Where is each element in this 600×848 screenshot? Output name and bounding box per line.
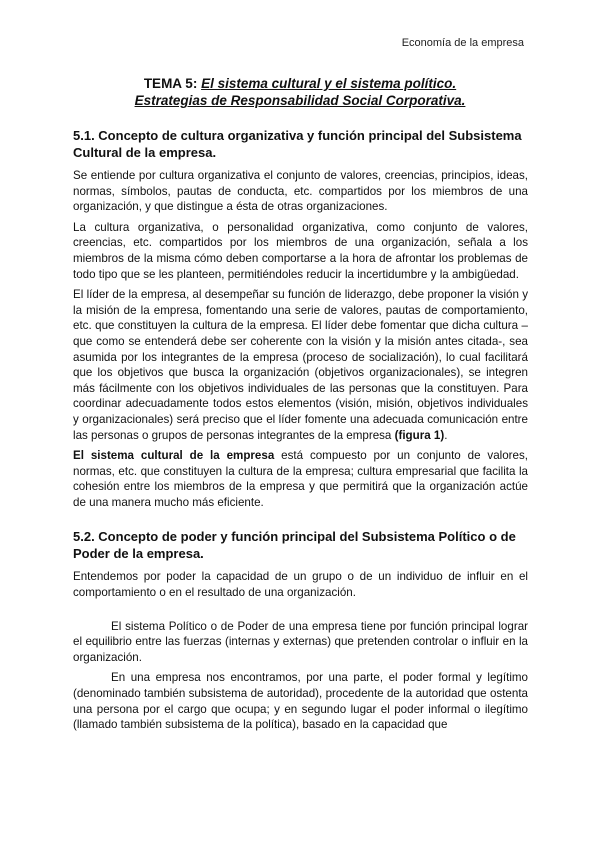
paragraph-4-text: está compuesto por un conjunto de valores, normas, etc. que constituyen la cultura de la empresa; cultura empresarial que facilita la cohesión entre los miembros de la empresa y que permitirá que la organización actúe de una manera mucho más eficiente. [73, 449, 528, 509]
paragraph-3-text: El líder de la empresa, al desempeñar su función de liderazgo, debe proponer la visión y la misión de la empresa, fomentando una serie de valores, pautas de comportamiento, etc. que constituyen la cultura de la empresa. El líder debe fomentar que dicha cultura – que como se entenderá debe ser coherente con la visión y la misión antes citada-, sea asumida por los integrantes de la empresa (proceso de socialización), lo cual facilitará que los objetivos que busca la organización (objetivos organizacionales), se integren más fácilmente con los objetivos individuales de las personas que la constituyen. Para coordinar adecuadamente todos estos elementos (visión, misión, objetivos individuales y organizacionales) será preciso que el líder fomente una adecuada comunicación entre las personas o grupos de personas integrantes de la empresa [73, 288, 528, 442]
section-1-paragraph-3 [73, 287, 528, 443]
figure-reference: (figura 1) [394, 428, 445, 442]
page-header: Economía de la empresa [401, 37, 524, 49]
title-line-2 [0, 92, 600, 109]
section-1-paragraph-4 [73, 448, 528, 510]
section-1-heading: 5.1. Concepto de cultura organizativa y función principal del Subsistema Cultural de la empresa. [73, 128, 522, 160]
section-2-paragraph-3: En una empresa nos encontramos, por una parte, el poder formal y legítimo (denominado también subsistema de autoridad), procedente de la autoridad que ostenta una persona por el cargo que ocupa; y en segundo lugar el poder informal o ilegítimo (llamado también subsistema de la política), basado en la capacidad que [73, 671, 528, 732]
section-1-paragraph-1: Se entiende por cultura organizativa el conjunto de valores, creencias, principios, ideas, normas, símbolos, pautas de conducta, etc. compartidos por los miembros de una organización, y que distingue a ésta de otras organizaciones. [73, 169, 528, 214]
title-subtitle: Estrategias de Responsabilidad Social Corporativa. [134, 93, 466, 108]
title-subject: El sistema cultural y el sistema político. [201, 76, 457, 91]
paragraph-3-end: . [444, 428, 448, 442]
page-title [0, 75, 600, 109]
document-body [73, 127, 528, 738]
section-1-paragraph-2: La cultura organizativa, o personalidad organizativa, como conjunto de valores, creencias, etc. compartidos por los miembros de una organización, señala a los miembros de la misma cómo deben comportarse a la hora de afrontar los problemas de todo tipo que se les planteen, permitiéndoles reducir la incertidumbre y la ambigüedad. [73, 220, 528, 281]
section-2-paragraph-2: El sistema Político o de Poder de una empresa tiene por función principal lograr el equilibrio entre las fuerzas (internas y externas) que pretenden controlar o influir en la organización. [73, 619, 528, 664]
title-line-1 [0, 75, 600, 92]
title-prefix: TEMA 5: [143, 76, 202, 91]
section-2-paragraph-1: Entendemos por poder la capacidad de un grupo o de un individuo de influir en el comportamiento o en el resultado de una organización. [73, 570, 528, 600]
section-2-heading: 5.2. Concepto de poder y función principal del Subsistema Político o de Poder de la empresa. [73, 529, 516, 562]
cultural-system-term: El sistema cultural de la empresa [73, 449, 275, 463]
